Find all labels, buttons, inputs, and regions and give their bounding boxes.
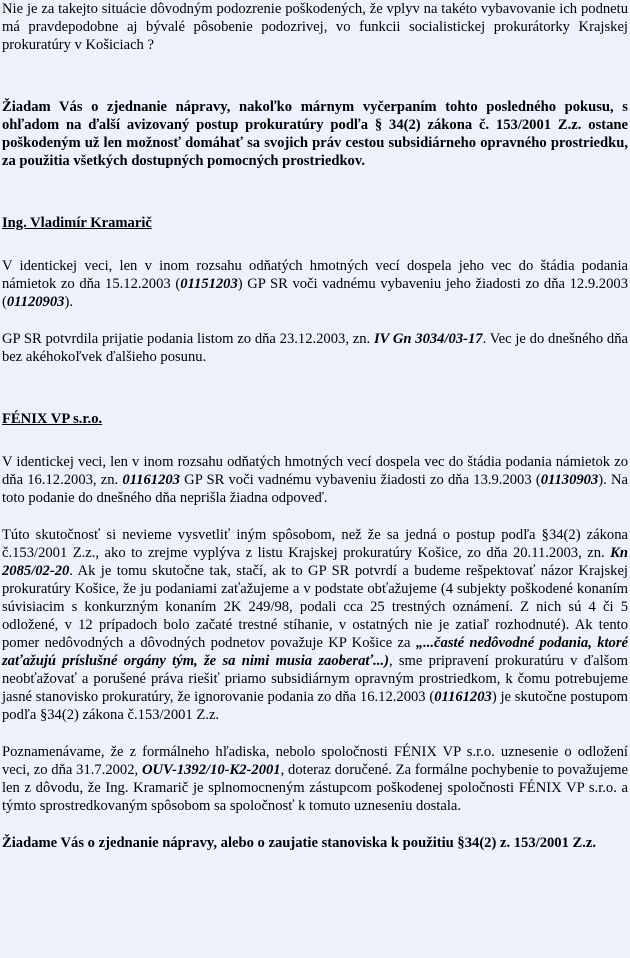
reference-number: 01120903 — [6, 294, 65, 310]
text-run: . Vec je do dnešného dňa bez akéhokoľvek ďalšieho posunu. — [2, 331, 628, 365]
text-run: . Ak je tomu skutočne tak, stačí, ak to GP SR potvrdí a budeme rešpektovať názor Krajskej prokuratúry Košice, že ju podaniami zaťažujeme a v podstate obťažujeme (4 subjekty poškodené konaním súvisiacim s konkurzným konaním 2K 249/98, podali cca 25 trestných oznámení. Z nich sú 4 či 5 odložené, v 12 prípadoch bolo začaté trestné stíhanie, v ostatných nie je zatiaľ rozhodnuté). Ak tento pomer nedôvodných a dôvodných podnetov považuje KP Košice za — [2, 563, 628, 651]
spacer — [2, 428, 628, 453]
spacer — [2, 724, 628, 743]
spacer — [2, 311, 628, 330]
intro-paragraph: Nie je za takejto situácie dôvodným podozrenie poškodených, že vplyv na takéto vybavovanie ich podnetu má pravdepodobne aj bývalé pôsobenie podozrivej, vo funkcii socialistickej prokurátorky Krajskej prokuratúry v Košiciach ? — [2, 1, 628, 53]
spacer — [2, 507, 628, 526]
spacer — [2, 815, 628, 834]
text-run: GP SR potvrdila prijatie podania listom zo dňa 23.12.2003, zn. — [2, 331, 374, 347]
reference-number: IV Gn 3034/03-17 — [373, 331, 483, 347]
spacer — [2, 170, 628, 214]
spacer — [2, 232, 628, 257]
reference-number: 01130903 — [540, 472, 599, 488]
text-run: GP SR voči vadnému vybaveniu žiadosti zo dňa 13.9.2003 ( — [179, 472, 541, 488]
text-run: Túto skutočnosť si nevieme vysvetliť iným spôsobom, než že sa jedná o postup podľa §34(2) zákona č.153/2001 Z.z., ako to zrejme vyplýva z listu Krajskej prokuratúry Košice, zo dňa 20.11.2003, zn. — [2, 527, 628, 561]
fenix-heading: FÉNIX VP s.r.o. — [2, 411, 103, 427]
fenix-paragraph-1 — [2, 453, 628, 507]
request-paragraph-1: Žiadam Vás o zjednanie nápravy, nakoľko márnym vyčerpaním tohto posledného pokusu, s ohľadom na ďalší avizovaný postup prokuratúry podľa § 34(2) zákona č. 153/2001 Z.z. ostane poškodeným už len možnosť domáhať sa svojich práv cestou subsidiárneho opravného prostriedku, za použitia všetkých dostupných pomocných prostriedkov. — [2, 99, 628, 169]
spacer — [2, 54, 628, 98]
kramaric-heading: Ing. Vladimír Kramarič — [2, 215, 152, 231]
kramaric-paragraph-2 — [2, 330, 628, 366]
fenix-paragraph-2 — [2, 526, 628, 724]
quoted-text: „...časté nedôvodné podania, ktoré zaťažujú príslušné orgány tým, že sa nimi musia zaoberať...) — [2, 635, 628, 669]
text-run: ). Na toto podanie do dnešného dňa neprišla žiadna odpoveď. — [2, 472, 628, 506]
request-paragraph-2: Žiadame Vás o zjednanie nápravy, alebo o zaujatie stanoviska k použitiu §34(2) z. 153/2001 Z.z. — [2, 835, 597, 851]
kramaric-paragraph-1 — [2, 257, 628, 311]
text-run: ) GP SR voči vadnému vybaveniu jeho žiadosti zo dňa 12.9.2003 ( — [2, 276, 628, 310]
text-run: V identickej veci, len v inom rozsahu odňatých hmotných vecí dospela vec do štádia podania námietok zo dňa 16.12.2003, zn. — [2, 454, 628, 488]
text-run: , sme pripravení prokuratúru v ďalšom neobťažovať a porušené práva riešiť priamo subsidiárnym opravným prostriedkom, k čomu potrebujeme jasné stanovisko prokuratúry, že ignorovanie podania zo dňa 16.12.2003 ( — [2, 653, 628, 705]
reference-number: 01151203 — [180, 276, 238, 292]
text-run: Poznamenávame, že z formálneho hľadiska, nebolo spoločnosti FÉNIX VP s.r.o. uznesenie o odložení veci, zo dňa 31.7.2002, — [2, 744, 628, 778]
text-run: ). — [64, 294, 73, 310]
text-run: , doteraz doručené. Za formálne pochybenie to považujeme len z dôvodu, že Ing. Kramarič je splnomocneným zástupcom poškodenej spoločnosti FÉNIX VP s.r.o. a týmto sprostredkovaným spôsobom sa spoločnosť k tomuto uzneseniu dostala. — [2, 762, 628, 814]
reference-number: 01161203 — [434, 689, 492, 705]
reference-number: 01161203 — [122, 472, 180, 488]
reference-number: OUV-1392/10-K2-2001 — [141, 762, 281, 778]
fenix-paragraph-3 — [2, 743, 628, 815]
text-run: ) je skutočne postupom podľa §34(2) zákona č.153/2001 Z.z. — [2, 689, 628, 723]
text-run: V identickej veci, len v inom rozsahu odňatých hmotných vecí dospela jeho vec do štádia podania námietok zo dňa 15.12.2003 ( — [2, 258, 628, 292]
reference-number: Kn 2085/02-20 — [2, 545, 628, 579]
spacer — [2, 366, 628, 410]
